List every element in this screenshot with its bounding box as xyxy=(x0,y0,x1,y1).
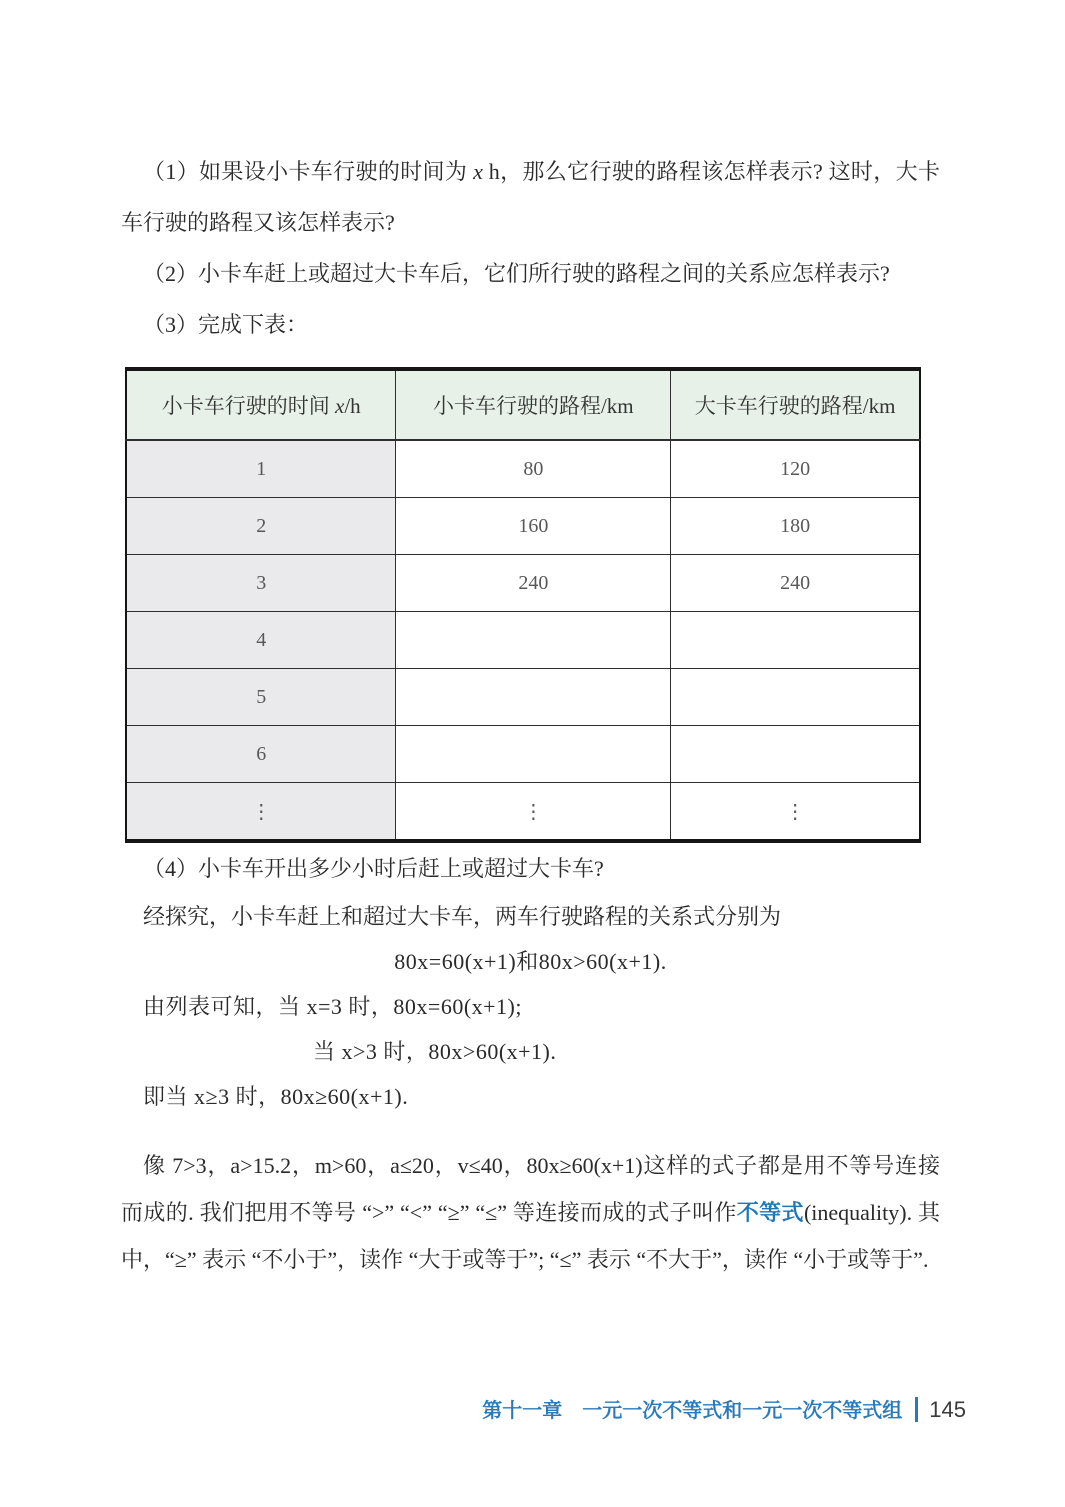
exploration-intro: 经探究，小卡车赶上和超过大卡车，两车行驶路程的关系式分别为 xyxy=(143,904,782,929)
chapter-label: 第十一章 xyxy=(482,1400,563,1422)
table-cell: 2 xyxy=(126,498,396,555)
table-header-small-truck-distance: 小卡车行驶的路程/km xyxy=(396,369,671,440)
table-row xyxy=(126,555,920,612)
table-header-time xyxy=(126,369,396,440)
table-row xyxy=(126,726,920,783)
table-cell xyxy=(671,726,920,783)
table-cell: 240 xyxy=(396,555,671,612)
deduction-line-1: 由列表可知，当 x=3 时，80x=60(x+1); xyxy=(143,994,522,1019)
page-number: 145 xyxy=(929,1397,966,1422)
header-time-pre: 小卡车行驶的时间 xyxy=(161,394,336,418)
deduction-line-2: 当 x>3 时，80x>60(x+1). xyxy=(313,1039,557,1064)
table-row xyxy=(126,498,920,555)
table-cell: 120 xyxy=(671,440,920,498)
page-footer xyxy=(482,1394,966,1423)
definition-paragraph xyxy=(121,1142,940,1283)
deduction-line-3: 即当 x≥3 时，80x≥60(x+1). xyxy=(143,1084,409,1109)
table-header-row xyxy=(126,369,920,440)
variable-x: x xyxy=(473,159,483,184)
table-cell-vertical-ellipsis: ⋮ xyxy=(671,783,920,842)
question-4: （4）小卡车开出多少小时后赶上或超过大卡车? xyxy=(143,856,604,881)
table-header-big-truck-distance: 大卡车行驶的路程/km xyxy=(671,369,920,440)
inequality-table xyxy=(125,367,921,843)
table-cell: 160 xyxy=(396,498,671,555)
table-cell: 180 xyxy=(671,498,920,555)
equation-pair: 80x=60(x+1)和80x>60(x+1). xyxy=(394,949,667,974)
table-cell: 5 xyxy=(126,669,396,726)
table-cell-vertical-ellipsis: ⋮ xyxy=(126,783,396,842)
table-cell: 6 xyxy=(126,726,396,783)
table-cell xyxy=(671,669,920,726)
table-row-ellipsis xyxy=(126,783,920,842)
table-cell: 80 xyxy=(396,440,671,498)
definition-part1: 像 7>3，a>15.2，m>60，a≤20，v≤40，80x≥60(x+1)这样的式子都是用不等号连接而成的. 我们把用不等号 “>” “<” “≥” “≤” 等连接而成的式子叫作 xyxy=(121,1153,940,1225)
table-cell xyxy=(671,612,920,669)
table-row xyxy=(126,669,920,726)
question-3: （3）完成下表： xyxy=(143,312,309,337)
table-cell xyxy=(396,726,671,783)
footer-divider xyxy=(915,1397,918,1422)
question-1-text-post: h，那么它行驶的路程该怎样表示? 这时，大卡车行驶的路程又该怎样表示? xyxy=(121,159,940,235)
table-row xyxy=(126,440,920,498)
table-cell xyxy=(396,612,671,669)
page-content xyxy=(121,146,940,1283)
table-cell: 1 xyxy=(126,440,396,498)
definition-part2: (inequality). 其中，“≥” 表示 “不小于”，读作 “大于或等于”; “≤” 表示 “不大于”，读作 “小于或等于”. xyxy=(121,1200,940,1272)
header-variable-x: x xyxy=(335,394,345,418)
inequality-term: 不等式 xyxy=(736,1200,804,1225)
header-time-post: /h xyxy=(344,394,361,418)
question-1 xyxy=(121,146,940,248)
table-cell: 240 xyxy=(671,555,920,612)
chapter-title: 一元一次不等式和一元一次不等式组 xyxy=(582,1400,903,1422)
table-cell: 3 xyxy=(126,555,396,612)
table-row xyxy=(126,612,920,669)
question-2: （2）小卡车赶上或超过大卡车后，它们所行驶的路程之间的关系应怎样表示? xyxy=(143,261,890,286)
table-cell: 4 xyxy=(126,612,396,669)
question-1-text-pre: （1）如果设小卡车行驶的时间为 xyxy=(143,159,474,184)
table-cell-vertical-ellipsis: ⋮ xyxy=(396,783,671,842)
table-cell xyxy=(396,669,671,726)
